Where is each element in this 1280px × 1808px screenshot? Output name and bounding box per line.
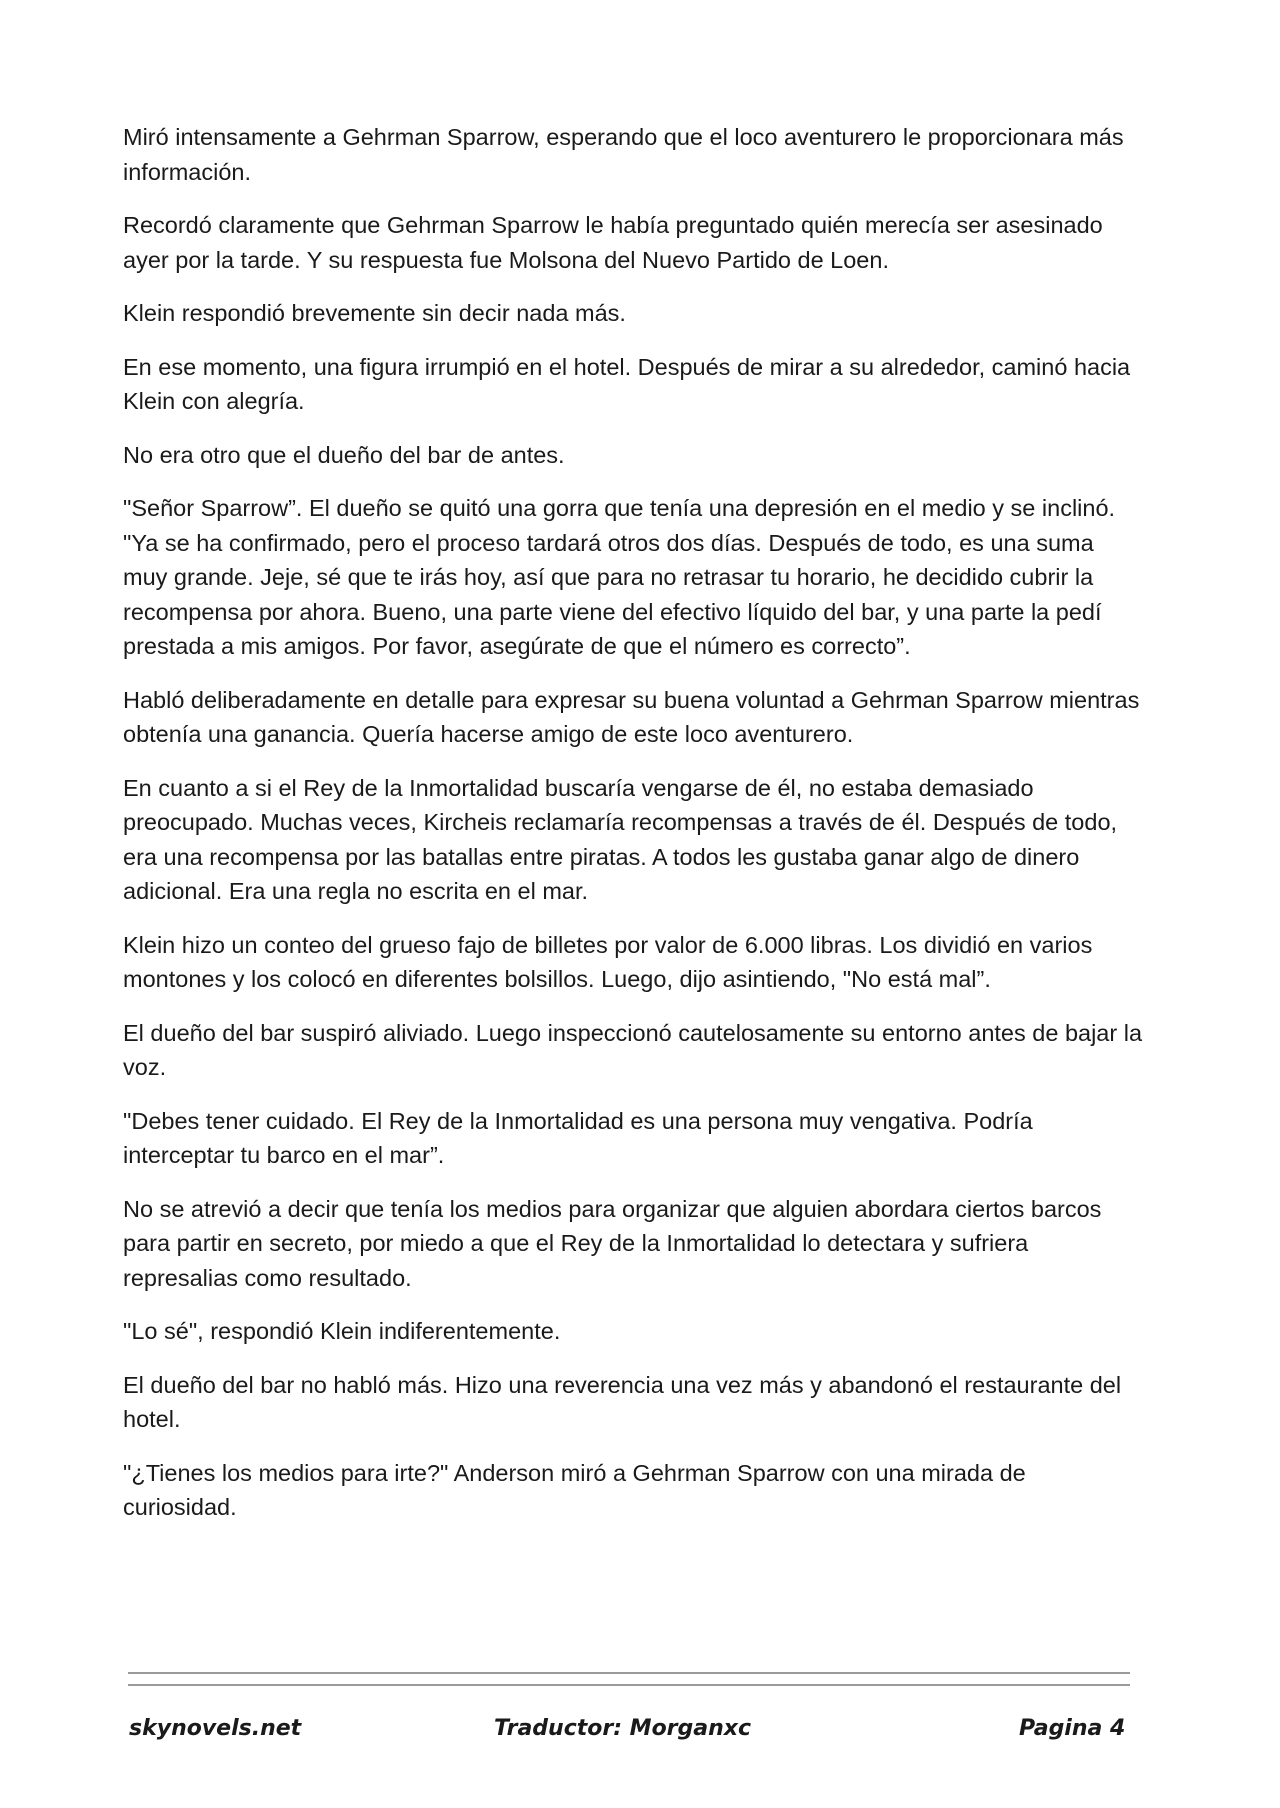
paragraph: Recordó claramente que Gehrman Sparrow le había preguntado quién merecía ser asesinado ayer por la tarde. Y su respuesta fue Molsona del Nuevo Partido de Loen. — [123, 212, 1103, 273]
paragraph: Klein hizo un conteo del grueso fajo de billetes por valor de 6.000 libras. Los dividió en varios montones y los colocó en diferentes bolsillos. Luego, dijo asintiendo, "No está mal”. — [123, 931, 1093, 992]
paragraph: Habló deliberadamente en detalle para expresar su buena voluntad a Gehrman Sparrow mientras obtenía una ganancia. Quería hacerse amigo de este loco aventurero. — [123, 686, 1140, 747]
paragraph: El dueño del bar no habló más. Hizo una reverencia una vez más y abandonó el restaurante del hotel. — [123, 1371, 1122, 1432]
footer-divider-top — [128, 1672, 1130, 1674]
paragraph: En ese momento, una figura irrumpió en el hotel. Después de mirar a su alrededor, caminó hacia Klein con alegría. — [123, 353, 1131, 414]
paragraph: "Señor Sparrow”. El dueño se quitó una gorra que tenía una depresión en el medio y se inclinó. "Ya se ha confirmado, pero el proceso tardará otros dos días. Después de todo, es una suma muy grande. Jeje, sé que te irás hoy, así que para no retrasar tu horario, he decidido cubrir la recompensa por ahora. Bueno, una parte viene del efectivo líquido del bar, y una parte la pedí prestada a mis amigos. Por favor, asegúrate de que el número es correcto”. — [123, 495, 1116, 659]
body-text — [123, 120, 1143, 1544]
footer-translator: Traductor: Morganxc — [494, 1716, 752, 1741]
footer-site: skynovels.net — [129, 1716, 302, 1741]
paragraph: El dueño del bar suspiró aliviado. Luego inspeccionó cautelosamente su entorno antes de bajar la voz. — [123, 1019, 1143, 1080]
paragraph: Miró intensamente a Gehrman Sparrow, esperando que el loco aventurero le proporcionara más información. — [123, 124, 1124, 185]
paragraph: "Lo sé", respondió Klein indiferentemente. — [123, 1318, 561, 1344]
paragraph: "Debes tener cuidado. El Rey de la Inmortalidad es una persona muy vengativa. Podría interceptar tu barco en el mar”. — [123, 1107, 1033, 1168]
paragraph: No se atrevió a decir que tenía los medios para organizar que alguien abordara ciertos barcos para partir en secreto, por miedo a que el Rey de la Inmortalidad lo detectara y sufriera represalias como resultado. — [123, 1195, 1102, 1291]
paragraph: No era otro que el dueño del bar de antes. — [123, 441, 565, 468]
footer-page-number: Pagina 4 — [1019, 1716, 1126, 1741]
paragraph: Klein respondió brevemente sin decir nada más. — [123, 300, 626, 326]
paragraph: "¿Tienes los medios para irte?" Anderson miró a Gehrman Sparrow con una mirada de curiosidad. — [123, 1459, 1026, 1520]
footer-divider-bottom — [128, 1684, 1130, 1686]
paragraph: En cuanto a si el Rey de la Inmortalidad buscaría vengarse de él, no estaba demasiado preocupado. Muchas veces, Kircheis reclamaría recompensas a través de él. Después de todo, era una recompensa por las batallas entre piratas. A todos les gustaba ganar algo de dinero adicional. Era una regla no escrita en el mar. — [123, 774, 1118, 904]
